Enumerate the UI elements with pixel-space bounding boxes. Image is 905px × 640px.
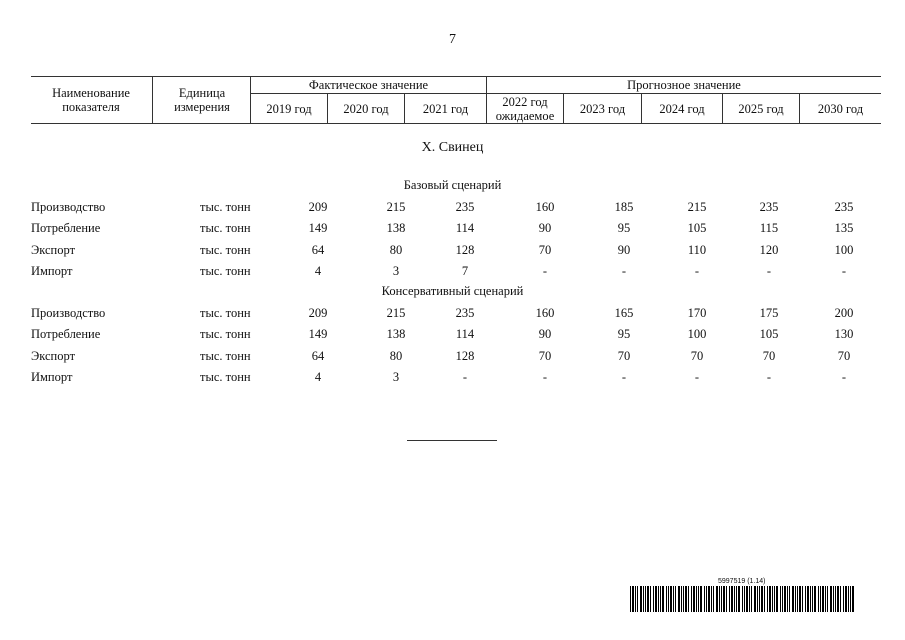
table-row (0, 240, 905, 260)
row-value: 70 (538, 242, 552, 257)
row-value: 128 (455, 242, 475, 257)
row-value: - (621, 263, 627, 278)
row-value: 114 (455, 327, 475, 342)
row-value: 90 (538, 327, 552, 342)
table-row (0, 197, 905, 217)
row-value: 175 (759, 306, 779, 320)
row-value: - (462, 369, 468, 384)
row-name: Экспорт (31, 348, 76, 363)
row-value: 149 (308, 221, 328, 236)
row-value: 135 (834, 221, 854, 236)
row-value: 200 (834, 306, 854, 320)
row-value: 114 (455, 221, 475, 236)
row-value: 95 (617, 221, 631, 236)
row-unit: тыс. тонн (200, 369, 251, 384)
table-header (31, 76, 881, 124)
row-unit: тыс. тонн (200, 306, 251, 320)
header-year: 2020 год (343, 101, 389, 116)
row-value: 105 (687, 221, 707, 236)
header-year: 2024 год (659, 101, 705, 116)
row-value: - (542, 263, 548, 278)
end-divider (407, 440, 497, 441)
header-year: 2025 год (738, 101, 784, 116)
table-row (0, 303, 905, 323)
scenario-title: Консервативный сценарий (381, 284, 524, 298)
table-row (0, 261, 905, 281)
row-name: Производство (31, 306, 106, 320)
row-value: 4 (314, 263, 322, 278)
row-value: - (694, 263, 700, 278)
row-value: - (542, 369, 548, 384)
row-name: Импорт (31, 263, 73, 278)
row-value: 128 (455, 348, 475, 363)
row-value: 209 (308, 200, 328, 214)
row-value: 90 (617, 242, 631, 257)
header-year: 2019 год (266, 101, 312, 116)
header-name-label: Наименование показателя (52, 86, 130, 114)
row-value: 70 (837, 348, 851, 363)
header-forecast-label: Прогнозное значение (627, 78, 741, 92)
row-value: 130 (834, 327, 854, 342)
row-name: Производство (31, 200, 106, 214)
row-unit: тыс. тонн (200, 221, 251, 236)
row-value: 160 (535, 200, 555, 214)
row-value: 100 (834, 242, 854, 257)
section-title: X. Свинец (421, 140, 484, 155)
row-value: 70 (690, 348, 704, 363)
row-value: 64 (311, 348, 325, 363)
row-value: 70 (617, 348, 631, 363)
page-number: 7 (449, 32, 456, 47)
row-unit: тыс. тонн (200, 327, 251, 342)
header-year: 2021 год (422, 101, 469, 116)
row-value: 235 (455, 306, 475, 320)
table-row (0, 367, 905, 387)
row-value: 209 (308, 306, 328, 320)
row-value: - (694, 369, 700, 384)
row-value: - (766, 369, 772, 384)
row-value: 3 (392, 263, 400, 278)
row-value: 64 (311, 242, 325, 257)
row-value: 95 (617, 327, 631, 342)
row-value: 110 (687, 242, 707, 257)
row-value: 120 (759, 242, 779, 257)
table-row (0, 346, 905, 366)
row-name: Импорт (31, 369, 73, 384)
row-value: 235 (455, 200, 475, 214)
row-name: Потребление (31, 327, 101, 342)
header-actual-label: Фактическое значение (308, 78, 429, 92)
header-divider (152, 77, 153, 123)
row-value: 3 (392, 369, 400, 384)
row-value: 165 (614, 306, 634, 320)
barcode-text: 5997519 (1.14) (718, 578, 766, 585)
row-name: Экспорт (31, 242, 76, 257)
row-unit: тыс. тонн (200, 242, 251, 257)
row-value: 115 (759, 221, 779, 236)
row-value: 105 (759, 327, 779, 342)
table-row (0, 218, 905, 238)
row-unit: тыс. тонн (200, 200, 251, 214)
row-value: 4 (314, 369, 322, 384)
row-value: 70 (538, 348, 552, 363)
barcode-icon (630, 586, 858, 612)
row-unit: тыс. тонн (200, 348, 251, 363)
row-value: 80 (389, 348, 403, 363)
table-row (0, 324, 905, 344)
row-value: 170 (687, 306, 707, 320)
row-value: - (841, 263, 847, 278)
row-value: 7 (461, 263, 469, 278)
row-value: 235 (759, 200, 779, 214)
row-value: 215 (687, 200, 707, 214)
row-value: - (621, 369, 627, 384)
row-value: - (766, 263, 772, 278)
row-value: 149 (308, 327, 328, 342)
row-value: 100 (687, 327, 707, 342)
row-value: 70 (762, 348, 776, 363)
header-year: 2023 год (579, 101, 626, 116)
row-value: 215 (386, 200, 406, 214)
row-value: 160 (535, 306, 555, 320)
header-unit-label: Единица измерения (174, 86, 230, 114)
header-year: 2022 год ожидаемое (495, 94, 555, 123)
row-value: 138 (386, 327, 406, 342)
row-unit: тыс. тонн (200, 263, 251, 278)
row-value: - (841, 369, 847, 384)
row-value: 235 (834, 200, 854, 214)
row-value: 185 (614, 200, 634, 214)
scenario-title: Базовый сценарий (403, 178, 502, 192)
row-value: 80 (389, 242, 403, 257)
row-name: Потребление (31, 221, 101, 236)
row-value: 90 (538, 221, 552, 236)
row-value: 215 (386, 306, 406, 320)
row-value: 138 (386, 221, 406, 236)
header-year: 2030 год (817, 101, 864, 116)
